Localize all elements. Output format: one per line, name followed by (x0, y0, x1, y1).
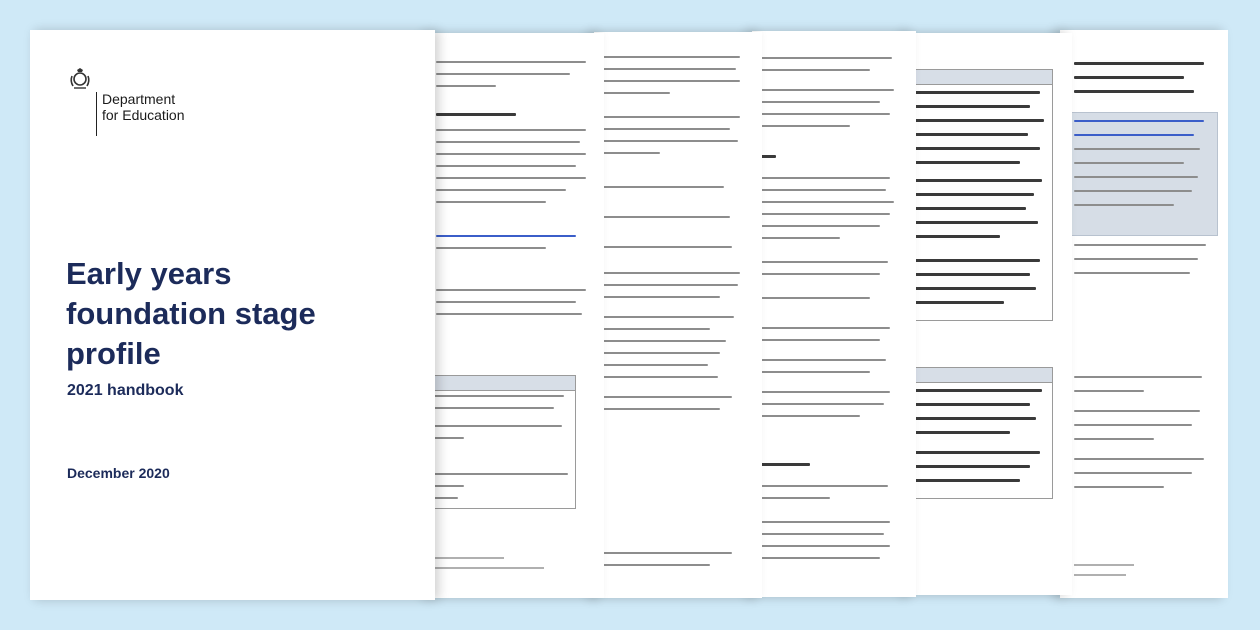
title-line-2: foundation stage (66, 296, 316, 331)
department-line-2: for Education (102, 107, 185, 123)
document-subtitle: 2021 handbook (67, 382, 184, 399)
page-2-text (428, 33, 604, 598)
document-title (66, 254, 316, 374)
page-4 (752, 31, 916, 597)
page-4-text (752, 31, 916, 597)
page-6-text (1060, 30, 1228, 598)
cover-page (30, 30, 435, 600)
page-5 (906, 33, 1072, 595)
royal-crest-icon (68, 67, 92, 89)
title-line-1: Early years (66, 256, 232, 291)
department-name (102, 91, 185, 123)
page-6 (1060, 30, 1228, 598)
title-line-3: profile (66, 336, 161, 371)
publication-date: December 2020 (67, 465, 170, 481)
page-5-text (906, 33, 1072, 595)
department-line-1: Department (102, 91, 176, 107)
page-3 (594, 32, 762, 598)
page-2 (428, 33, 604, 598)
page-3-text (594, 32, 762, 598)
